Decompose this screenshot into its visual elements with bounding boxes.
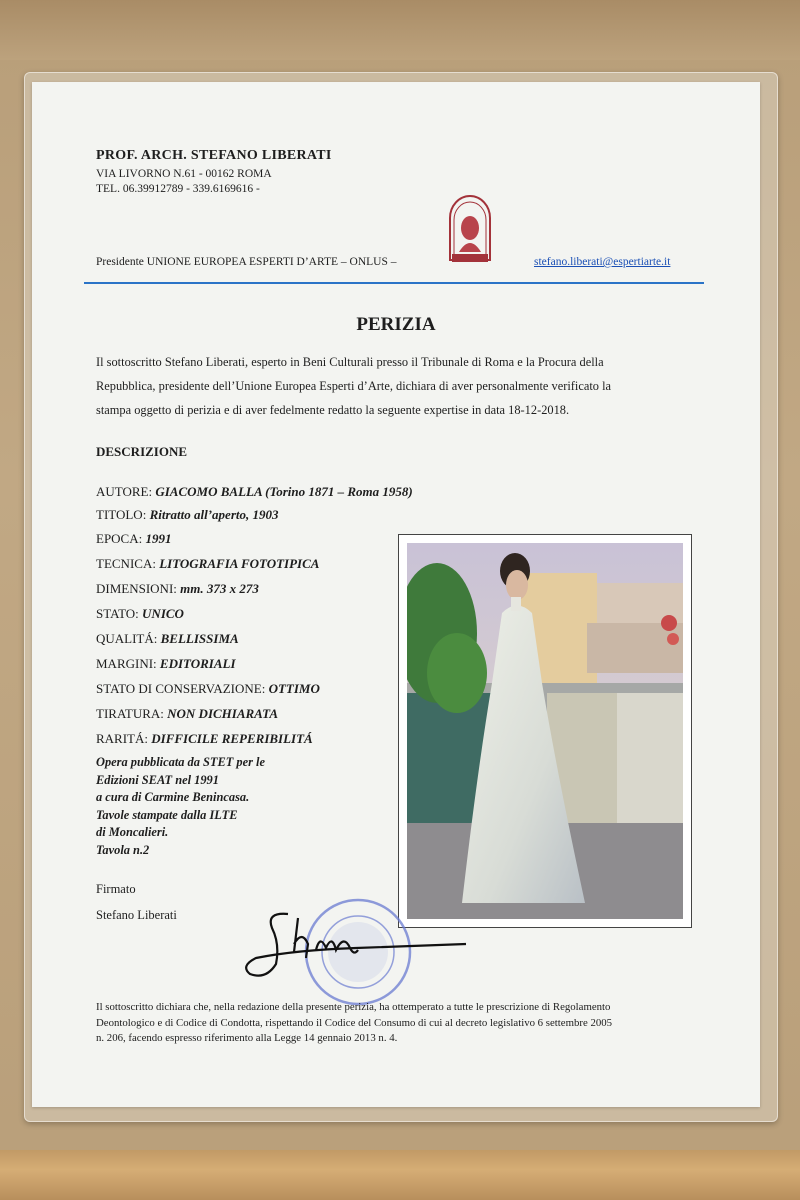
field-epoch: [96, 531, 171, 547]
wood-background-bottom: [0, 1150, 800, 1200]
header-phone: TEL. 06.39912789 - 339.6169616 -: [96, 183, 260, 195]
field-label: TECNICA:: [96, 556, 160, 571]
note-line: Edizioni SEAT nel 1991: [96, 772, 219, 787]
field-value: LITOGRAFIA FOTOTIPICA: [159, 556, 320, 571]
wood-background-top: [0, 0, 800, 60]
footer-line: Il sottoscritto dichiara che, nella redazione della presente perizia, ha ottemperato a tutte le prescrizione di Regolamento: [96, 1001, 611, 1013]
note-line: Tavole stampate dalla ILTE: [96, 807, 238, 822]
note-line: Opera pubblicata da STET per le: [96, 755, 265, 769]
email-link[interactable]: stefano.liberati@espertiarte.it: [534, 256, 671, 268]
header-name: PROF. ARCH. STEFANO LIBERATI: [96, 148, 332, 163]
field-label: STATO DI CONSERVAZIONE:: [96, 681, 269, 696]
footer-line: n. 206, facendo espresso riferimento alla Legge 14 gennaio 2013 n. 4.: [96, 1032, 398, 1044]
field-value: BELLISSIMA: [160, 631, 239, 646]
header-divider: [84, 282, 704, 284]
field-value: mm. 373 x 273: [180, 581, 259, 596]
field-label: AUTORE:: [96, 484, 156, 499]
field-value: UNICO: [142, 606, 184, 621]
intro-line: Repubblica, presidente dell’Unione Europea Esperti d’Arte, dichiara di aver personalmente verificato la: [96, 379, 612, 393]
field-label: RARITÁ:: [96, 731, 152, 746]
header-address: VIA LIVORNO N.61 - 00162 ROMA: [96, 168, 272, 180]
field-value: Ritratto all’aperto, 1903: [149, 507, 279, 522]
publication-note: [96, 754, 265, 859]
note-line: Tavola n.2: [96, 842, 150, 857]
field-label: MARGINI:: [96, 656, 160, 671]
footer-line: Deontologico e di Codice di Condotta, rispettando il Codice del Consumo di cui al decreto legislativo 6 settembre 2005: [96, 1016, 613, 1029]
artwork-image: [398, 534, 692, 928]
certificate-paper: [32, 82, 760, 1107]
field-value: DIFFICILE REPERIBILITÁ: [151, 731, 313, 746]
field-margins: [96, 656, 236, 672]
intro-paragraph: [96, 350, 696, 422]
document-title: PERIZIA: [356, 314, 436, 335]
association-logo: [444, 190, 496, 266]
note-line: a cura di Carmine Benincasa.: [96, 790, 250, 804]
field-edition: [96, 706, 278, 722]
field-quality: [96, 631, 239, 647]
field-state: [96, 606, 184, 622]
field-label: STATO:: [96, 606, 143, 621]
field-value: OTTIMO: [268, 681, 320, 696]
intro-line: Il sottoscritto Stefano Liberati, esperto in Beni Culturali presso il Tribunale di Roma e la Procura della: [96, 355, 604, 369]
field-author: [96, 484, 413, 500]
field-label: QUALITÁ:: [96, 631, 161, 646]
signed-label: Firmato: [96, 882, 136, 896]
field-label: TITOLO:: [96, 507, 150, 522]
field-rarity: [96, 731, 313, 747]
field-dimensions: [96, 581, 259, 597]
portrait-painting: [407, 543, 683, 919]
section-title: DESCRIZIONE: [96, 444, 188, 459]
signer-name: Stefano Liberati: [96, 908, 177, 922]
footer-declaration: [96, 1000, 706, 1047]
field-technique: [96, 556, 319, 572]
note-line: di Moncalieri.: [96, 825, 169, 839]
field-label: TIRATURA:: [96, 706, 168, 721]
field-title: [96, 507, 278, 523]
president-line: Presidente UNIONE EUROPEA ESPERTI D’ARTE – ONLUS –: [96, 256, 397, 268]
intro-line: stampa oggetto di perizia e di aver fedelmente redatto la seguente expertise in data 18-12-2018.: [96, 403, 570, 417]
field-value: NON DICHIARATA: [167, 706, 279, 721]
field-label: EPOCA:: [96, 531, 146, 546]
field-value: GIACOMO BALLA (Torino 1871 – Roma 1958): [155, 484, 413, 499]
field-value: EDITORIALI: [159, 656, 236, 671]
field-label: DIMENSIONI:: [96, 581, 181, 596]
field-value: 1991: [145, 531, 172, 546]
handwritten-signature: [236, 904, 476, 984]
field-conservation: [96, 681, 320, 697]
